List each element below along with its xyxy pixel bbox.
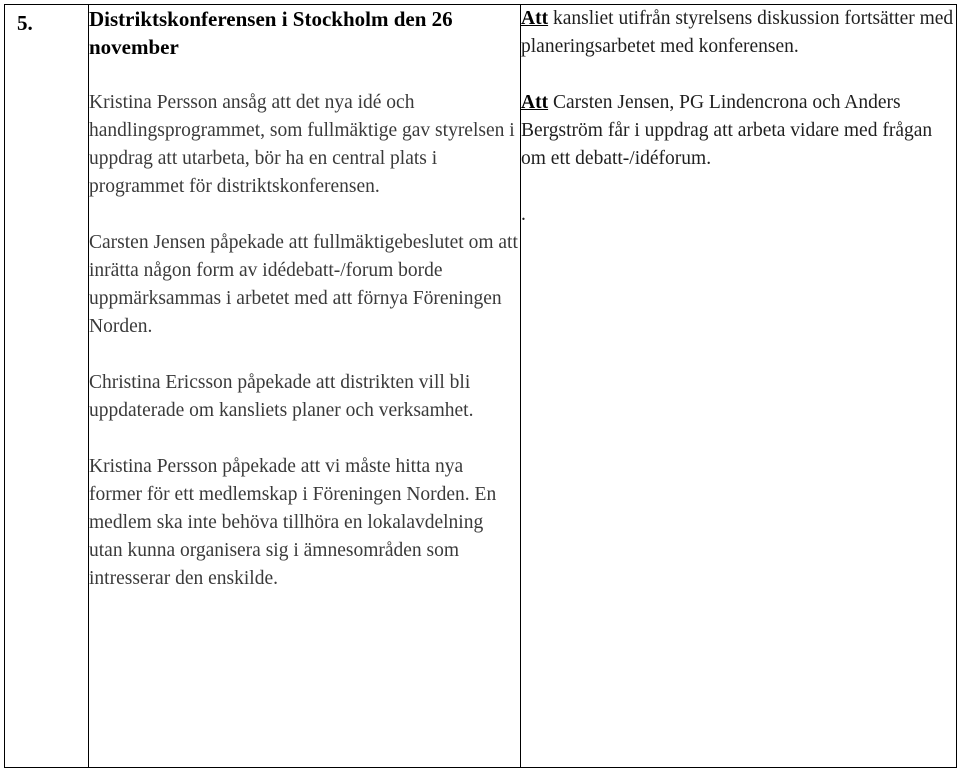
decision-keyword: Att (521, 92, 549, 113)
decision-paragraph (521, 5, 956, 61)
decision-cell (521, 5, 957, 768)
discussion-paragraph: Christina Ericsson påpekade att distrikten vill bli uppdaterade om kansliets planer och verksamhet. (89, 372, 474, 421)
item-number-cell (5, 5, 89, 768)
decision-text: kansliet utifrån styrelsens diskussion fortsätter med planeringsarbetet med konferensen. (521, 8, 954, 57)
decision-text: Carsten Jensen, PG Lindencrona och Anders Bergström får i uppdrag att arbeta vidare med frågan om ett debatt-/idéforum. (521, 92, 933, 169)
decision-paragraph (521, 89, 956, 173)
minutes-table (4, 4, 957, 768)
discussion-cell (89, 5, 521, 768)
decision-trailing-mark: . (521, 204, 526, 225)
item-number: 5. (17, 11, 33, 35)
discussion-paragraph: Kristina Persson ansåg att det nya idé och handlingsprogrammet, som fullmäktige gav styrelsen i uppdrag att utarbeta, bör ha en central plats i programmet för distriktskonferensen. (89, 92, 515, 197)
discussion-paragraph: Carsten Jensen påpekade att fullmäktigebeslutet om att inrätta någon form av idédebatt-/forum borde uppmärksammas i arbetet med att förnya Föreningen Norden. (89, 232, 518, 337)
item-title: Distriktskonferensen i Stockholm den 26 november (89, 7, 453, 59)
agenda-item-row (5, 5, 957, 768)
decision-keyword: Att (521, 8, 549, 29)
discussion-paragraph: Kristina Persson påpekade att vi måste hitta nya former för ett medlemskap i Föreningen Norden. En medlem ska inte behöva tillhöra en lokalavdelning utan kunna organisera sig i ämnesområden som intresserar den enskilde. (89, 456, 497, 589)
